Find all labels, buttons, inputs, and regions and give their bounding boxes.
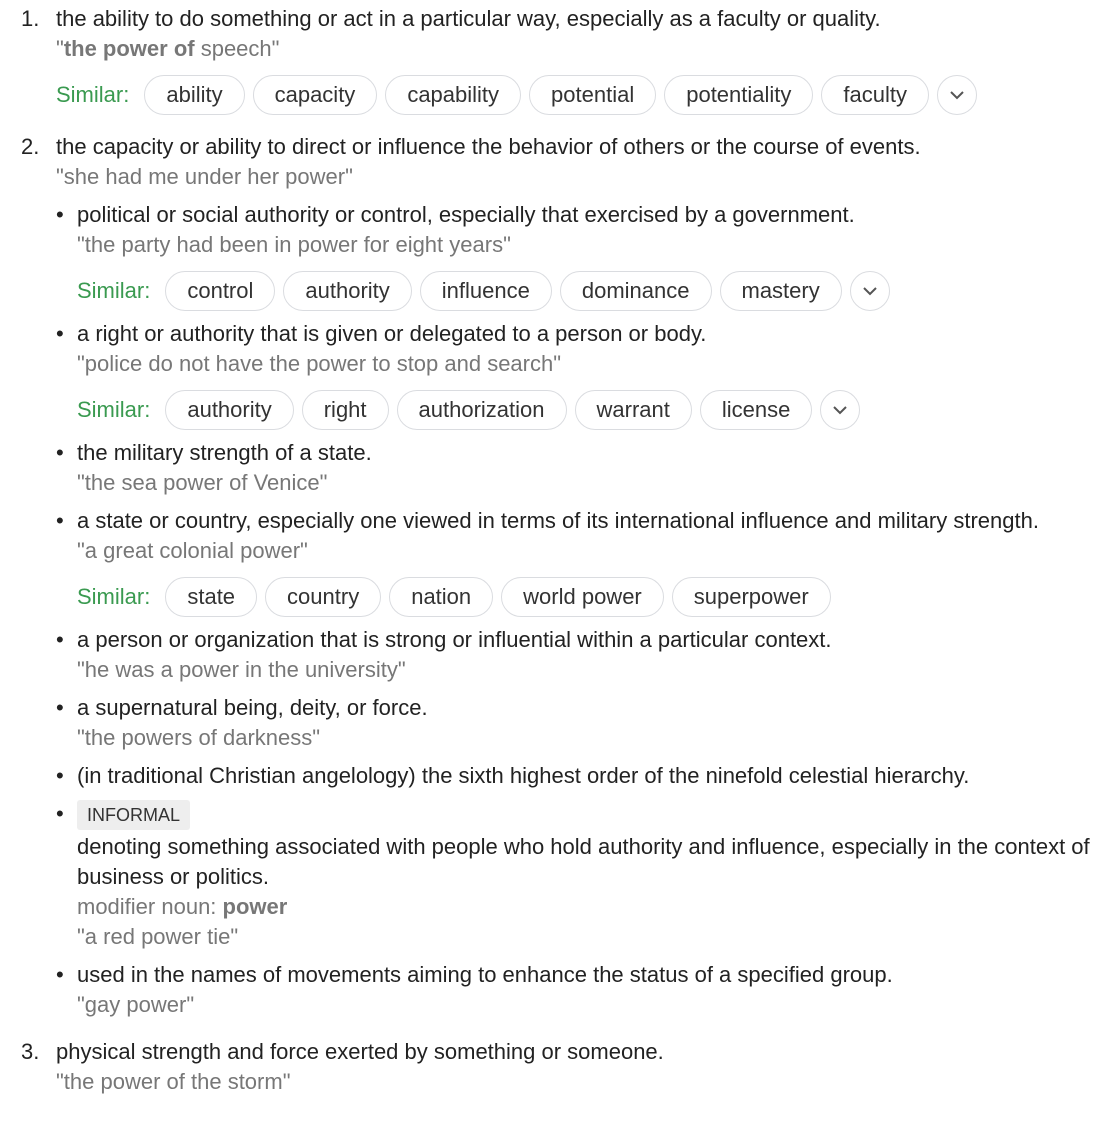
example: "the power of speech"	[56, 36, 280, 61]
synonym-chip[interactable]: country	[265, 577, 381, 617]
similar-row	[56, 75, 1098, 115]
expand-chevron-icon[interactable]	[820, 390, 860, 430]
sense-number: 1.	[21, 6, 40, 31]
synonym-chip[interactable]: authority	[165, 390, 293, 430]
definition: the capacity or ability to direct or influence the behavior of others or the course of events.	[56, 134, 921, 159]
synonym-chip[interactable]: world power	[501, 577, 664, 617]
example: "he was a power in the university"	[77, 657, 406, 682]
synonym-chip[interactable]: capability	[385, 75, 521, 115]
synonym-chip[interactable]: potentiality	[664, 75, 813, 115]
synonym-chip[interactable]: mastery	[720, 271, 842, 311]
similar-row	[77, 271, 1098, 311]
bullet: •	[56, 202, 64, 227]
sense-number: 2.	[21, 134, 40, 159]
register-badge: INFORMAL	[77, 800, 190, 830]
sense-1	[0, 4, 1098, 115]
example: "the powers of darkness"	[77, 725, 321, 750]
sub-sense	[56, 506, 1098, 617]
synonym-chip[interactable]: right	[302, 390, 389, 430]
sense-2	[0, 132, 1098, 1020]
sub-sense	[56, 438, 1098, 498]
similar-label: Similar:	[77, 397, 151, 422]
expand-chevron-icon[interactable]	[937, 75, 977, 115]
synonym-chip[interactable]: faculty	[821, 75, 929, 115]
synonym-chip[interactable]: influence	[420, 271, 552, 311]
synonym-chip[interactable]: nation	[389, 577, 493, 617]
sense-number: 3.	[21, 1039, 40, 1064]
similar-label: Similar:	[77, 584, 151, 609]
modifier-noun: modifier noun: power	[77, 894, 288, 919]
example: "gay power"	[77, 992, 195, 1017]
bullet: •	[56, 321, 64, 346]
definition: denoting something associated with people who hold authority and influence, especially in the context of business or politics.	[77, 834, 1090, 889]
definition: physical strength and force exerted by something or someone.	[56, 1039, 664, 1064]
similar-row	[77, 390, 1098, 430]
bullet: •	[56, 695, 64, 720]
synonym-chip[interactable]: potential	[529, 75, 656, 115]
similar-label: Similar:	[77, 278, 151, 303]
bullet: •	[56, 801, 64, 826]
bullet: •	[56, 627, 64, 652]
expand-chevron-icon[interactable]	[850, 271, 890, 311]
definition: the ability to do something or act in a particular way, especially as a faculty or quality.	[56, 6, 881, 31]
example: "police do not have the power to stop and search"	[77, 351, 562, 376]
example: "the power of the storm"	[56, 1069, 291, 1094]
example: "a great colonial power"	[77, 538, 308, 563]
synonym-chip[interactable]: control	[165, 271, 275, 311]
example: "she had me under her power"	[56, 164, 353, 189]
sub-sense	[56, 200, 1098, 311]
bullet: •	[56, 962, 64, 987]
synonym-chip[interactable]: license	[700, 390, 812, 430]
synonym-chip[interactable]: authorization	[397, 390, 567, 430]
definition: the military strength of a state.	[77, 440, 372, 465]
example: "the sea power of Venice"	[77, 470, 328, 495]
bullet: •	[56, 440, 64, 465]
definition: a person or organization that is strong or influential within a particular context.	[77, 627, 832, 652]
sub-sense	[56, 693, 1098, 753]
example: "a red power tie"	[77, 924, 239, 949]
synonym-chip[interactable]: warrant	[575, 390, 692, 430]
definition: (in traditional Christian angelology) the sixth highest order of the ninefold celestial hierarchy.	[77, 763, 970, 788]
synonym-chip[interactable]: ability	[144, 75, 244, 115]
definition: a state or country, especially one viewed in terms of its international influence and military strength.	[77, 508, 1039, 533]
sub-sense	[56, 960, 1098, 1020]
example: "the party had been in power for eight years"	[77, 232, 511, 257]
sense-3	[0, 1037, 1098, 1097]
similar-label: Similar:	[56, 82, 130, 107]
definition: used in the names of movements aiming to enhance the status of a specified group.	[77, 962, 893, 987]
bullet: •	[56, 763, 64, 788]
sub-sense	[56, 319, 1098, 430]
synonym-chip[interactable]: dominance	[560, 271, 712, 311]
sub-sense	[56, 625, 1098, 685]
synonym-chip[interactable]: authority	[283, 271, 411, 311]
definition: a supernatural being, deity, or force.	[77, 695, 428, 720]
synonym-chip[interactable]: capacity	[253, 75, 378, 115]
similar-row	[77, 577, 1098, 617]
definition: political or social authority or control, especially that exercised by a government.	[77, 202, 855, 227]
synonym-chip[interactable]: superpower	[672, 577, 831, 617]
sub-sense	[56, 761, 1098, 791]
definition: a right or authority that is given or delegated to a person or body.	[77, 321, 707, 346]
synonym-chip[interactable]: state	[165, 577, 257, 617]
sub-sense	[56, 799, 1098, 952]
bullet: •	[56, 508, 64, 533]
